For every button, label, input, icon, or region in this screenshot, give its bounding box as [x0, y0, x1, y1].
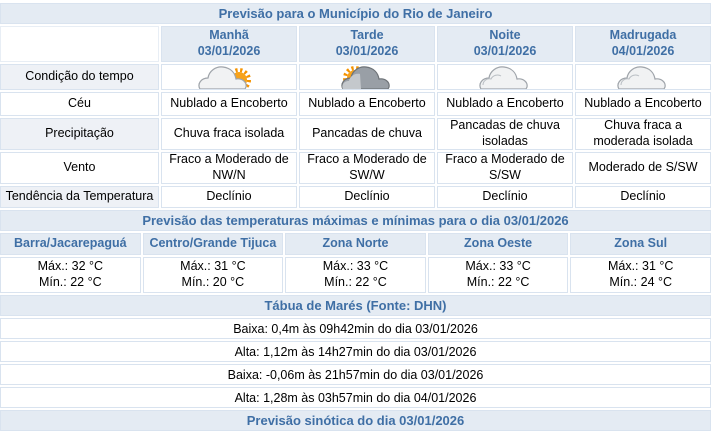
- trend-cell-early-morning: Declínio: [575, 186, 711, 208]
- wind-cell-morning: Fraco a Moderado de NW/N: [161, 152, 297, 184]
- condition-cell-afternoon: [299, 64, 435, 90]
- max-temp: Máx.: 33 °C: [322, 259, 389, 274]
- sun-behind-cloud-icon: [193, 64, 265, 89]
- column-label: Manhã: [209, 28, 249, 43]
- forecast-corner-cell: [0, 26, 159, 62]
- column-date: 03/01/2026: [335, 44, 399, 58]
- wind-cell-afternoon: Fraco a Moderado de SW/W: [299, 152, 435, 184]
- temps-cell-barra: [0, 257, 141, 293]
- temperatures-section-title: Previsão das temperaturas máximas e mínimas para o dia 03/01/2026: [0, 210, 711, 231]
- precipitation-cell-early-morning: Chuva fraca a moderada isolada: [575, 118, 711, 150]
- min-temp: Mín.: 22 °C: [466, 275, 530, 289]
- sun-behind-dark-cloud-icon: [331, 64, 403, 89]
- column-date: 03/01/2026: [473, 44, 537, 58]
- min-temp: Mín.: 20 °C: [181, 275, 245, 289]
- temps-cell-centro: [143, 257, 284, 293]
- wind-cell-early-morning: Moderado de S/SW: [575, 152, 711, 184]
- min-temp: Mín.: 24 °C: [609, 275, 673, 289]
- temps-cell-sul: [570, 257, 711, 293]
- tides-section-title: Tábua de Marés (Fonte: DHN): [0, 295, 711, 316]
- tide-entry-2: Alta: 1,12m às 14h27min do dia 03/01/2026: [0, 341, 711, 362]
- trend-cell-morning: Declínio: [161, 186, 297, 208]
- temps-cell-norte: [285, 257, 426, 293]
- row-label-precipitation: Precipitação: [0, 118, 159, 150]
- condition-cell-night: [437, 64, 573, 90]
- tide-entry-4: Alta: 1,28m às 03h57min do dia 04/01/2026: [0, 387, 711, 408]
- synoptic-section-title: Previsão sinótica do dia 03/01/2026: [0, 410, 711, 431]
- condition-cell-early-morning: [575, 64, 711, 90]
- sky-cell-morning: Nublado a Encoberto: [161, 92, 297, 116]
- tide-entry-3: Baixa: -0,06m às 21h57min do dia 03/01/2026: [0, 364, 711, 385]
- temperatures-table: [0, 233, 711, 293]
- max-temp: Máx.: 33 °C: [465, 259, 531, 274]
- wind-cell-night: Fraco a Moderado de S/SW: [437, 152, 573, 184]
- min-temp: Mín.: 22 °C: [38, 275, 102, 289]
- temps-cell-oeste: [428, 257, 569, 293]
- column-label: Noite: [489, 28, 521, 43]
- sky-cell-early-morning: Nublado a Encoberto: [575, 92, 711, 116]
- forecast-column-header-early-morning: [575, 26, 711, 62]
- column-label: Madrugada: [609, 28, 677, 43]
- max-temp: Máx.: 31 °C: [607, 259, 674, 274]
- max-temp: Máx.: 32 °C: [37, 259, 104, 274]
- forecast-column-header-night: [437, 26, 573, 62]
- sky-cell-night: Nublado a Encoberto: [437, 92, 573, 116]
- forecast-column-header-afternoon: [299, 26, 435, 62]
- condition-cell-morning: [161, 64, 297, 90]
- zone-header-barra: Barra/Jacarepaguá: [0, 233, 141, 255]
- column-label: Tarde: [350, 28, 384, 43]
- tide-entry-1: Baixa: 0,4m às 09h42min do dia 03/01/2026: [0, 318, 711, 339]
- cloud-icon: [607, 64, 679, 89]
- zone-header-norte: Zona Norte: [285, 233, 426, 255]
- column-date: 03/01/2026: [197, 44, 261, 58]
- row-label-temperature-trend: Tendência da Temperatura: [0, 186, 159, 208]
- forecast-column-header-morning: [161, 26, 297, 62]
- precipitation-cell-morning: Chuva fraca isolada: [161, 118, 297, 150]
- precipitation-cell-night: Pancadas de chuva isoladas: [437, 118, 573, 150]
- column-date: 04/01/2026: [611, 44, 675, 58]
- trend-cell-night: Declínio: [437, 186, 573, 208]
- row-label-condition: Condição do tempo: [0, 64, 159, 90]
- page-title: Previsão para o Município do Rio de Janeiro: [0, 3, 711, 24]
- precipitation-cell-afternoon: Pancadas de chuva: [299, 118, 435, 150]
- min-temp: Mín.: 22 °C: [324, 275, 387, 289]
- forecast-table: [0, 26, 711, 208]
- sky-cell-afternoon: Nublado a Encoberto: [299, 92, 435, 116]
- cloud-icon: [469, 64, 541, 89]
- trend-cell-afternoon: Declínio: [299, 186, 435, 208]
- row-label-wind: Vento: [0, 152, 159, 184]
- row-label-sky: Céu: [0, 92, 159, 116]
- zone-header-centro: Centro/Grande Tijuca: [143, 233, 284, 255]
- max-temp: Máx.: 31 °C: [180, 259, 246, 274]
- zone-header-oeste: Zona Oeste: [428, 233, 569, 255]
- zone-header-sul: Zona Sul: [570, 233, 711, 255]
